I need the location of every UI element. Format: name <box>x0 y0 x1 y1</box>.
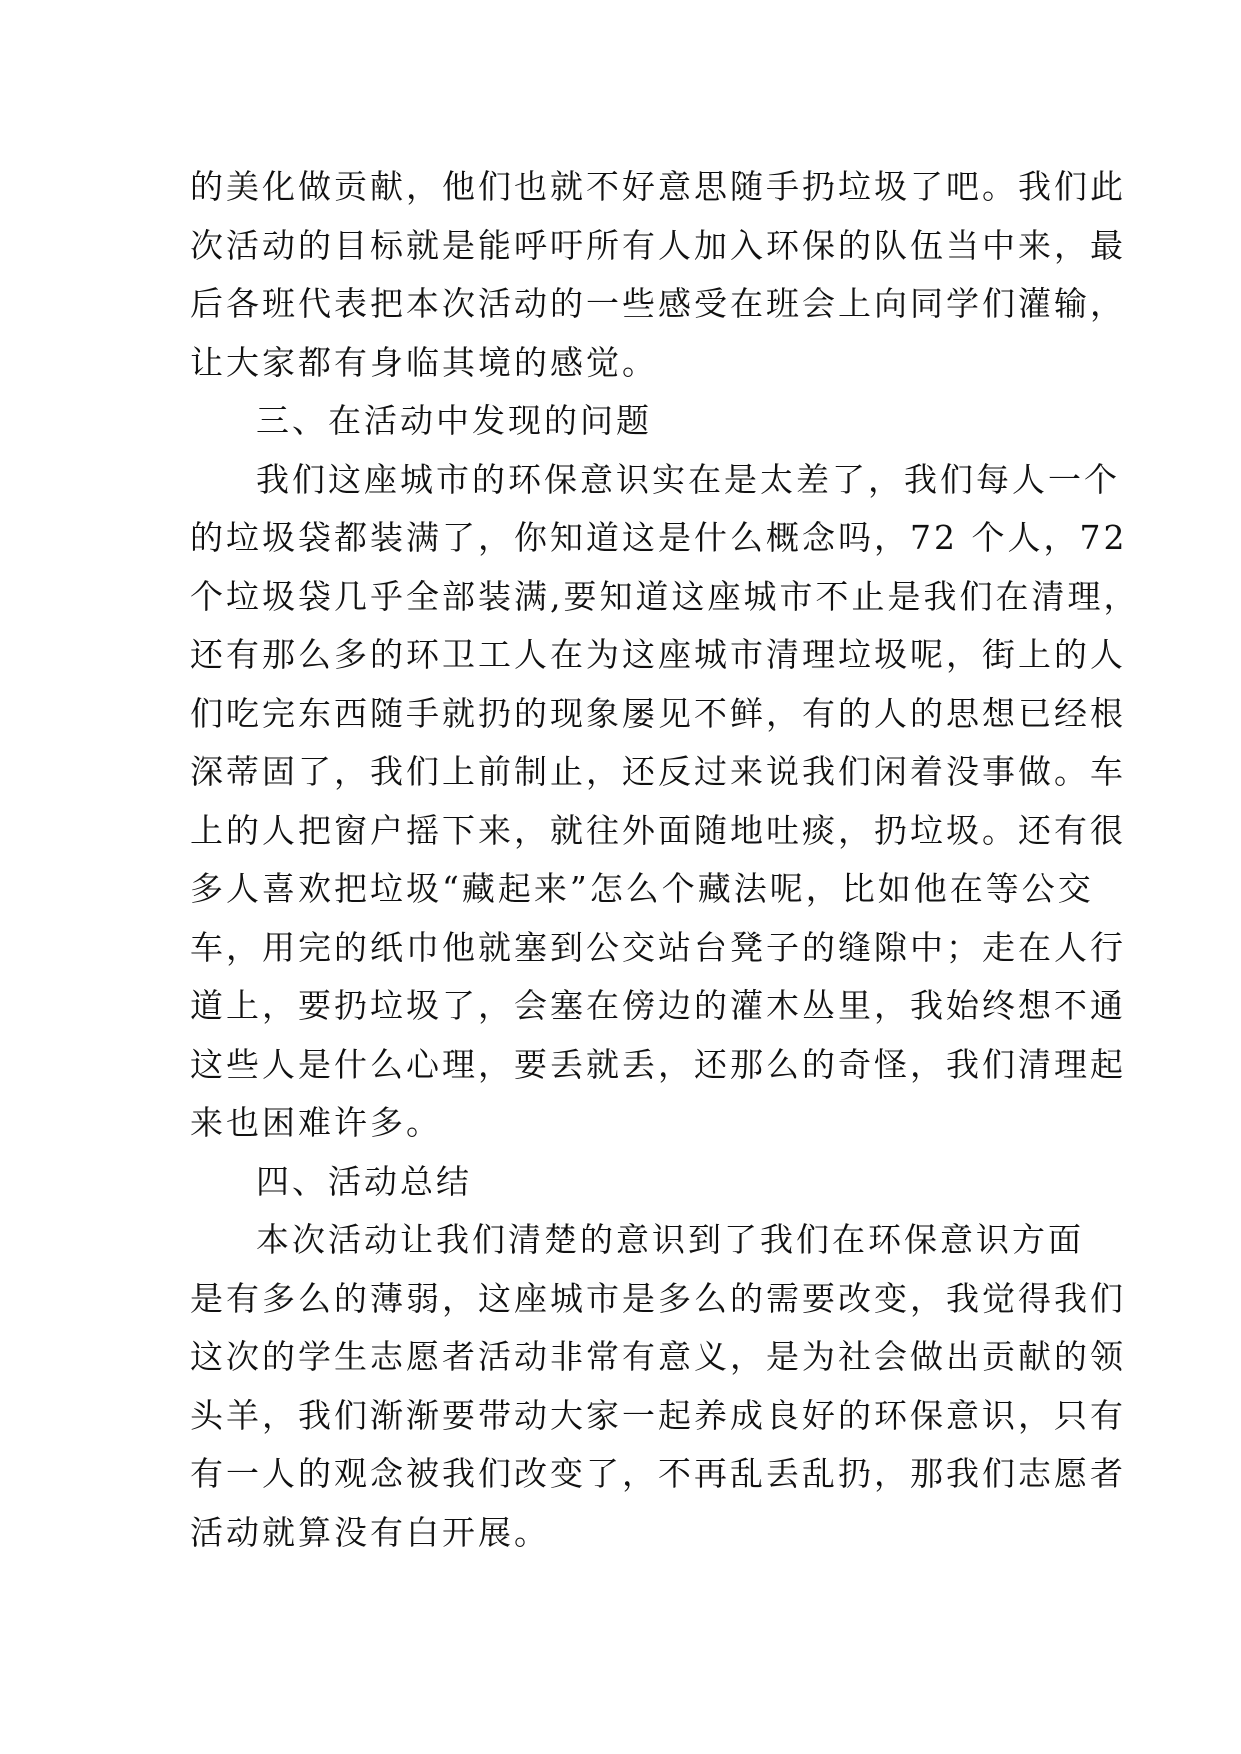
text-line: 这些人是什么心理，要丢就丢，还那么的奇怪，我们清理起 <box>190 1044 1126 1084</box>
text-line: 是有多么的薄弱，这座城市是多么的需要改变，我觉得我们 <box>190 1278 1126 1318</box>
text-line: 还有那么多的环卫工人在为这座城市清理垃圾呢，街上的人 <box>190 635 1126 674</box>
text-line: 深蒂固了，我们上前制止，还反过来说我们闲着没事做。车 <box>190 752 1126 791</box>
text-line: 次活动的目标就是能呼吁所有人加入环保的队伍当中来，最 <box>190 225 1126 265</box>
text-line: 这次的学生志愿者活动非常有意义，是为社会做出贡献的领 <box>190 1337 1126 1376</box>
text-line: 本次活动让我们清楚的意识到了我们在环保意识方面 <box>256 1220 1084 1259</box>
text-line: 的美化做贡献，他们也就不好意思随手扔垃圾了吧。我们此 <box>190 167 1126 206</box>
text-line: 来也困难许多。 <box>190 1103 442 1142</box>
text-line: 个垃圾袋几乎全部装满,要知道这座城市不止是我们在清理， <box>190 576 1140 616</box>
text-line: 头羊，我们渐渐要带动大家一起养成良好的环保意识，只有 <box>190 1395 1126 1435</box>
text-line: 上的人把窗户摇下来，就往外面随地吐痰，扔垃圾。还有很 <box>190 810 1126 850</box>
text-line: 有一人的观念被我们改变了，不再乱丢乱扔，那我们志愿者 <box>190 1454 1126 1493</box>
text-line: 们吃完东西随手就扔的现象屡见不鲜，有的人的思想已经根 <box>190 693 1126 733</box>
text-line: 的垃圾袋都装满了，你知道这是什么概念吗，72 个人，72 <box>190 518 1128 557</box>
text-line: 道上，要扔垃圾了，会塞在傍边的灌木丛里，我始终想不通 <box>190 986 1126 1025</box>
document-body <box>190 158 1140 1562</box>
text-line: 活动就算没有白开展。 <box>190 1512 550 1552</box>
text-line: 让大家都有身临其境的感觉。 <box>190 342 658 382</box>
text-line: 车，用完的纸巾他就塞到公交站台凳子的缝隙中；走在人行 <box>190 927 1126 967</box>
text-line: 多人喜欢把垃圾“藏起来”怎么个藏法呢，比如他在等公交 <box>190 869 1094 908</box>
section-heading-problems: 三、在活动中发现的问题 <box>256 401 652 440</box>
text-line: 我们这座城市的环保意识实在是太差了，我们每人一个 <box>256 459 1120 499</box>
section-heading-summary: 四、活动总结 <box>256 1161 472 1201</box>
text-line: 后各班代表把本次活动的一些感受在班会上向同学们灌输， <box>190 284 1126 323</box>
